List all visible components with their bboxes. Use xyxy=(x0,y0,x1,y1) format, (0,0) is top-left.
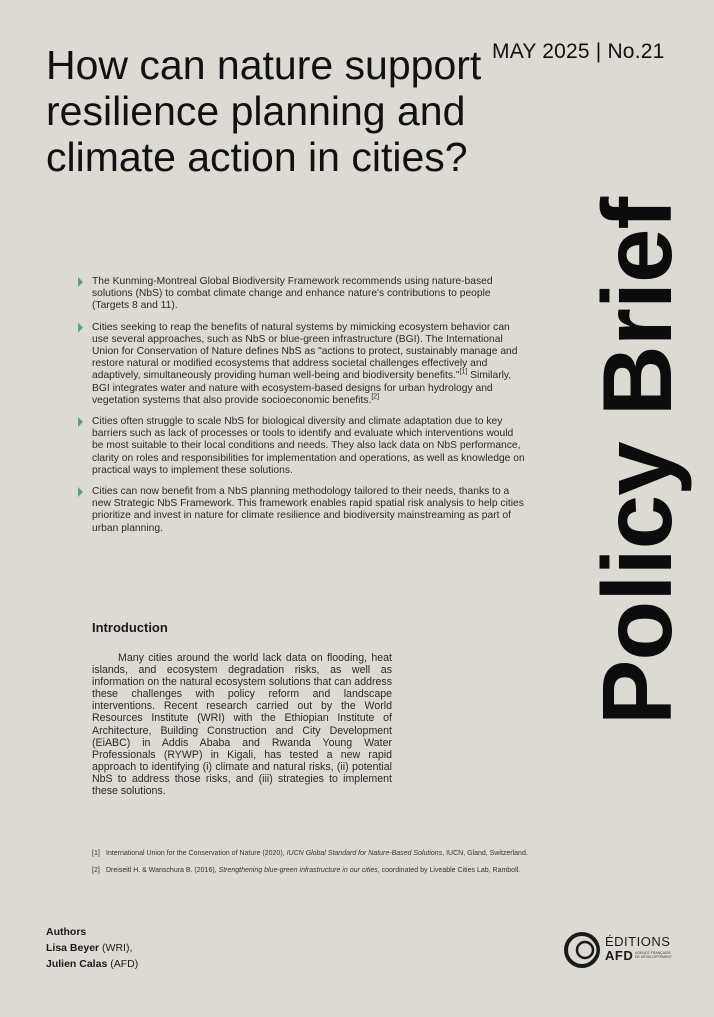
logo-tagline: AGENCE FRANÇAISE DE DÉVELOPPEMENT xyxy=(635,951,672,959)
footnote-text-end: , coordinated by Liveable Cities Lab, Ramboll. xyxy=(377,866,521,874)
triangle-bullet-icon xyxy=(78,487,83,497)
footnote-source-title: Strengthening blue-green infrastructure in our cities xyxy=(218,866,378,874)
authors-block xyxy=(46,924,138,972)
footnote-ref-link[interactable]: [1] xyxy=(459,369,468,376)
key-point-item xyxy=(78,276,526,313)
footnote-text: Dreiseitl H. & Wanschura B. (2016), xyxy=(106,866,219,874)
key-point-text: Cities often struggle to scale NbS for biological diversity and climate adaptation due to key barriers such as lack of processes or tools to identify and evaluate which interventions would be most suitable to their local conditions and needs. They also lack data on NbS performance, clarity on roles and responsibilities for implementation and operations, as well as knowledge on practical ways to implement these solutions. xyxy=(92,416,525,476)
triangle-bullet-icon xyxy=(78,277,83,287)
key-point-text: The Kunming-Montreal Global Biodiversity Framework recommends using nature-based solutions (NbS) to combat climate change and enhance nature's contributions to people (Targets 8 and 11). xyxy=(92,276,493,312)
key-point-text: Cities seeking to reap the benefits of natural systems by mimicking ecosystem behavior can use several approaches, such as NbS or blue-green infrastructure (BGI). The International Union for Conservation of Nature defines NbS as "actions to protect, sustainably manage and restore natural or modified ecosystems that address societal challenges effectively and adaptively, simultaneously providing human well-being and biodiversity benefits." xyxy=(92,321,518,382)
footnote-text: International Union for the Conservation of Nature (2020), xyxy=(106,850,287,857)
footnote-number: [1] xyxy=(92,850,100,857)
author-entry xyxy=(46,956,138,972)
introduction-paragraph: Many cities around the world lack data on flooding, heat islands, and ecosystem degradation risks, as well as information on the natural ecosystem solutions that can address these challenges with policy reform and landscape interventions. Recent research carried out by the World Resources Institute (WRI) with the Ethiopian Institute of Architecture, Building Construction and City Development (EiABC) in Addis Ababa and Rwanda Young Water Professionals (RYWP) in Kigali, has tested a new rapid approach to identifying (i) climate and natural risks, (ii) potential NbS to address those risks, and (iii) strategies to implement these solutions. xyxy=(92,652,392,798)
footnotes xyxy=(92,849,532,882)
logo-afd-text: AFD xyxy=(605,948,634,963)
author-organization: (WRI), xyxy=(99,942,133,954)
footnote-item xyxy=(92,849,532,859)
policy-brief-vertical-label: Policy Brief xyxy=(582,197,692,725)
triangle-bullet-icon xyxy=(78,323,83,333)
key-point-item xyxy=(78,322,526,407)
key-point-text-continued: Similarly, BGI integrates water and nature with ecosystem-based designs for urban hydrology and vegetation systems that also provide socioeconomic benefits. xyxy=(92,370,512,406)
author-organization: (AFD) xyxy=(107,958,139,970)
key-point-item xyxy=(78,486,526,535)
author-name: Julien Calas xyxy=(46,958,108,970)
key-point-item xyxy=(78,416,526,477)
footnote-source-title: IUCN Global Standard for Nature-Based Solutions xyxy=(286,850,443,857)
page-title: How can nature support resilience planning and climate action in cities? xyxy=(46,42,482,180)
key-points-list xyxy=(78,276,526,544)
footnote-text-end: , IUCN, Gland, Switzerland. xyxy=(442,850,528,857)
triangle-bullet-icon xyxy=(78,417,83,427)
author-name: Lisa Beyer xyxy=(46,942,100,954)
footnote-number: [2] xyxy=(92,866,100,874)
footnote-ref-link[interactable]: [2] xyxy=(371,393,380,401)
logo-editions-text: ÉDITIONS xyxy=(605,934,671,949)
footnote-item xyxy=(92,866,532,876)
introduction-heading: Introduction xyxy=(92,620,168,635)
editions-afd-logo-icon xyxy=(563,931,601,969)
author-entry xyxy=(46,940,138,956)
editions-afd-logo xyxy=(563,931,678,971)
authors-heading: Authors xyxy=(46,926,87,938)
key-point-text: Cities can now benefit from a NbS planning methodology tailored to their needs, thanks to a new Strategic NbS Framework. This framework enables rapid spatial risk analysis to help cities prioritize and invest in nature for climate resilience and biodiversity mainstreaming as part of urban planning. xyxy=(92,486,524,534)
issue-date-number: MAY 2025 | No.21 xyxy=(492,40,665,63)
